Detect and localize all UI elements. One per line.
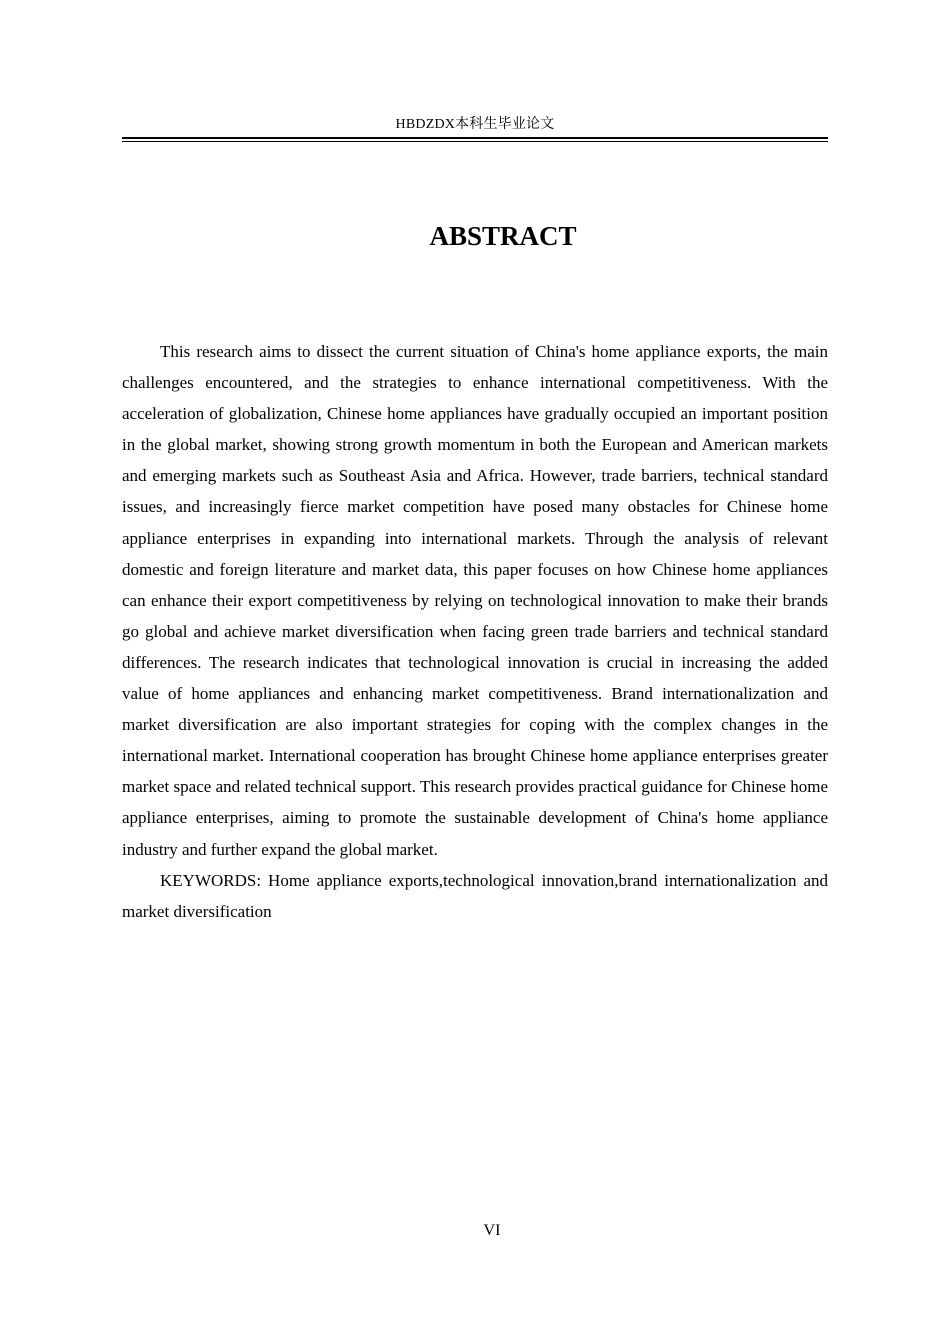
abstract-body bbox=[122, 336, 828, 927]
page-number: VI bbox=[483, 1222, 501, 1239]
header-divider-thin bbox=[122, 141, 828, 142]
running-header: HBDZDX本科生毕业论文 bbox=[395, 117, 555, 132]
page-title: ABSTRACT bbox=[429, 221, 577, 251]
header-divider-thick bbox=[122, 137, 828, 139]
abstract-paragraph: This research aims to dissect the current situation of China's home appliance exports, the main challenges encountered, and the strategies to enhance international competitiveness. With the acceleration of globalization, Chinese home appliances have gradually occupied an important position in the global market, showing strong growth momentum in both the European and American markets and emerging markets such as Southeast Asia and Africa. However, trade barriers, technical standard issues, and increasingly fierce market competition have posed many obstacles for Chinese home appliance enterprises in expanding into international markets. Through the analysis of relevant domestic and foreign literature and market data, this paper focuses on how Chinese home appliances can enhance their export competitiveness by relying on technological innovation to make their brands go global and achieve market diversification when facing green trade barriers and technical standard differences. The research indicates that technological innovation is crucial in increasing the added value of home appliances and enhancing market competitiveness. Brand internationalization and market diversification are also important strategies for coping with the complex changes in the international market. International cooperation has brought Chinese home appliance enterprises greater market space and related technical support. This research provides practical guidance for Chinese home appliance enterprises, aiming to promote the sustainable development of China's home appliance industry and further expand the global market. bbox=[122, 342, 828, 859]
keywords-paragraph: KEYWORDS: Home appliance exports,technological innovation,brand internationalization and market diversification bbox=[122, 870, 828, 921]
